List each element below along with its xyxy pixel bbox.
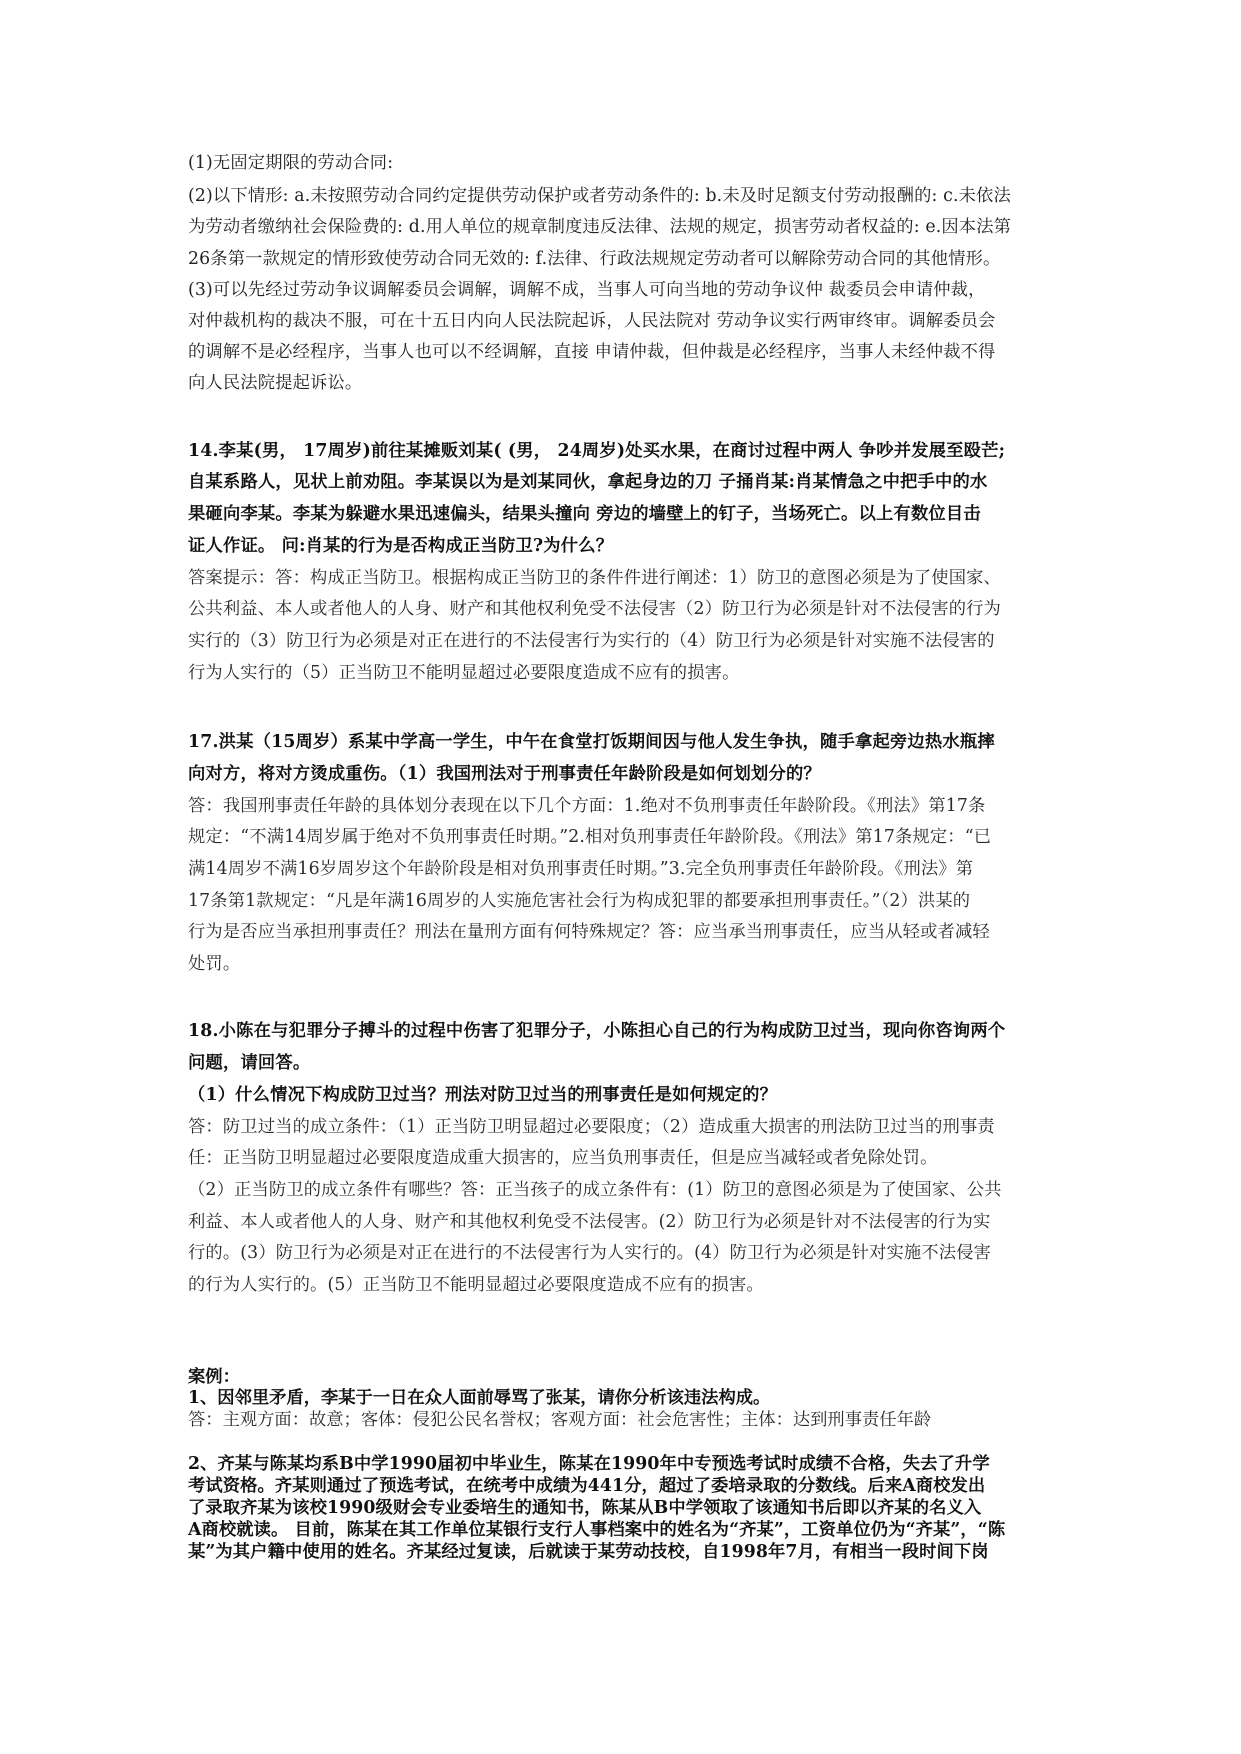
case-1-question: 1、因邻里矛盾，李某于一日在众人面前辱骂了张某，请你分析该违法构成。 xyxy=(188,1388,771,1409)
answer-line: 满14周岁不满16岁周岁这个年龄阶段是相对负刑事责任时期。”3.完全负刑事责任年龄阶段。《刑法》第 xyxy=(188,858,974,879)
paragraph-line: 26条第一款规定的情形致使劳动合同无效的: f.法律、行政法规规定劳动者可以解除劳动合同的其他情形。 xyxy=(188,248,1001,269)
paragraph-line: (1)无固定期限的劳动合同: xyxy=(188,153,394,173)
cases-section xyxy=(188,1367,1058,1563)
paragraph-line: 为劳动者缴纳社会保险费的: d.用人单位的规章制度违反法律、法规的规定，损害劳动者权益的: e.因本法第 xyxy=(188,217,1012,238)
case-2-line: 考试资格。齐某则通过了预选考试，在统考中成绩为441分，超过了委培录取的分数线。后来A商校发出 xyxy=(188,1476,986,1497)
question-line: 14.李某(男， 17周岁)前往某摊贩刘某( (男， 24周岁)处买水果，在商讨过程中两人 争吵并发展至殴芒; xyxy=(188,440,1006,461)
answer-line: 答：防卫过当的成立条件：（1）正当防卫明显超过必要限度；（2）造成重大损害的刑法防卫过当的刑事责 xyxy=(188,1116,995,1137)
paragraph-line: (2)以下情形: a.未按照劳动合同约定提供劳动保护或者劳动条件的: b.未及时足额支付劳动报酬的: c.未依法 xyxy=(188,186,1011,207)
question-line: 果砸向李某。李某为躲避水果迅速偏头，结果头撞向 旁边的墙壁上的钉子，当场死亡。以上有数位目击 xyxy=(188,504,981,525)
question-line: 自某系路人，见状上前劝阻。李某误以为是刘某同伙，拿起身边的刀 子捅肖某:肖某情急之中把手中的水 xyxy=(188,472,988,493)
case-1-answer: 答：主观方面：故意；客体：侵犯公民名誉权；客观方面：社会危害性；主体：达到刑事责任年龄 xyxy=(188,1410,932,1431)
answer-line: 17条第1款规定：“凡是年满16周岁的人实施危害社会行为构成犯罪的都要承担刑事责任。”（2）洪某的 xyxy=(188,890,971,911)
cases-heading: 案例： xyxy=(188,1367,240,1388)
answer-line: 规定：“不满14周岁属于绝对不负刑事责任时期。”2.相对负刑事责任年龄阶段。《刑法》第17条规定：“已 xyxy=(188,827,992,848)
question-14-block xyxy=(188,436,1058,690)
answer-line: 答案提示：答：构成正当防卫。根据构成正当防卫的条件件进行阐述：1）防卫的意图必须是为了使国家、 xyxy=(188,567,1001,588)
question-line: （1）什么情况下构成防卫过当？刑法对防卫过当的刑事责任是如何规定的？ xyxy=(188,1084,778,1105)
question-18-block xyxy=(188,1016,1058,1301)
answer-line: 处罚。 xyxy=(188,953,241,974)
answer-line: 实行的（3）防卫行为必须是对正在进行的不法侵害行为实行的（4）防卫行为必须是针对实施不法侵害的 xyxy=(188,631,995,651)
question-line: 17.洪某（15周岁）系某中学高一学生，中午在食堂打饭期间因与他人发生争执，随手拿起旁边热水瓶摔 xyxy=(188,732,995,753)
case-2-block xyxy=(188,1453,1058,1563)
answer-line: 公共利益、本人或者他人的人身、财产和其他权利免受不法侵害（2）防卫行为必须是针对不法侵害的行为 xyxy=(188,599,1001,620)
question-line: 证人作证。 问:肖某的行为是否构成正当防卫?为什么？ xyxy=(188,536,614,557)
answer-line: 利益、本人或者他人的人身、财产和其他权利免受不法侵害。(2）防卫行为必须是针对不法侵害的行为实 xyxy=(188,1211,991,1232)
answer-line: 行为人实行的（5）正当防卫不能明显超过必要限度造成不应有的损害。 xyxy=(188,662,740,683)
document-page xyxy=(188,148,1058,1563)
answer-line: （2）正当防卫的成立条件有哪些？答：正当孩子的成立条件有：(1）防卫的意图必须是为了使国家、公共 xyxy=(188,1179,1002,1200)
case-2-line: 某”为其户籍中使用的姓名。齐某经过复读，后就读于某劳动技校，自1998年7月，有相当一段时间下岗 xyxy=(188,1542,989,1563)
answer-line: 行的。(3）防卫行为必须是对正在进行的不法侵害行为人实行的。(4）防卫行为必须是针对实施不法侵害 xyxy=(188,1243,992,1264)
case-2-line: 2、齐某与陈某均系B中学1990届初中毕业生，陈某在1990年中专预选考试时成绩不合格，失去了升学 xyxy=(188,1454,990,1475)
answer-line: 答：我国刑事责任年龄的具体划分表现在以下几个方面：1.绝对不负刑事责任年龄阶段。《刑法》第17条 xyxy=(188,795,986,816)
labor-contract-section xyxy=(188,148,1058,400)
question-line: 18.小陈在与犯罪分子搏斗的过程中伤害了犯罪分子，小陈担心自己的行为构成防卫过当，现向你咨询两个 xyxy=(188,1021,1006,1042)
question-line: 向对方，将对方烫成重伤。（1）我国刑法对于刑事责任年龄阶段是如何划划分的？ xyxy=(188,763,821,784)
paragraph-line: 的调解不是必经程序，当事人也可以不经调解，直接 申请仲裁，但仲裁是必经程序，当事人未经仲裁不得 xyxy=(188,342,996,363)
paragraph-line: 向人民法院提起诉讼。 xyxy=(188,373,363,394)
paragraph-line: (3)可以先经过劳动争议调解委员会调解，调解不成，当事人可向当地的劳动争议仲 裁委员会申请仲裁， xyxy=(188,279,986,300)
case-2-line: A商校就读。 目前，陈某在其工作单位某银行支行人事档案中的姓名为“齐某”，工资单位仍为“齐某”，“陈 xyxy=(188,1520,1006,1541)
paragraph-line: 对仲裁机构的裁决不服，可在十五日内向人民法院起诉，人民法院对 劳动争议实行两审终审。调解委员会 xyxy=(188,311,996,332)
answer-line: 的行为人实行的。(5）正当防卫不能明显超过必要限度造成不应有的损害。 xyxy=(188,1274,764,1295)
question-line: 问题，请回答。 xyxy=(188,1053,311,1074)
answer-line: 任：正当防卫明显超过必要限度造成重大损害的，应当负刑事责任，但是应当减轻或者免除处罚。 xyxy=(188,1148,938,1169)
case-2-line: 了录取齐某为该校1990级财会专业委培生的通知书，陈某从B中学领取了该通知书后即以齐某的名义入 xyxy=(188,1498,982,1519)
answer-line: 行为是否应当承担刑事责任？刑法在量刑方面有何特殊规定？答：应当承当刑事责任，应当从轻或者减轻 xyxy=(188,922,990,943)
question-17-block xyxy=(188,727,1058,980)
